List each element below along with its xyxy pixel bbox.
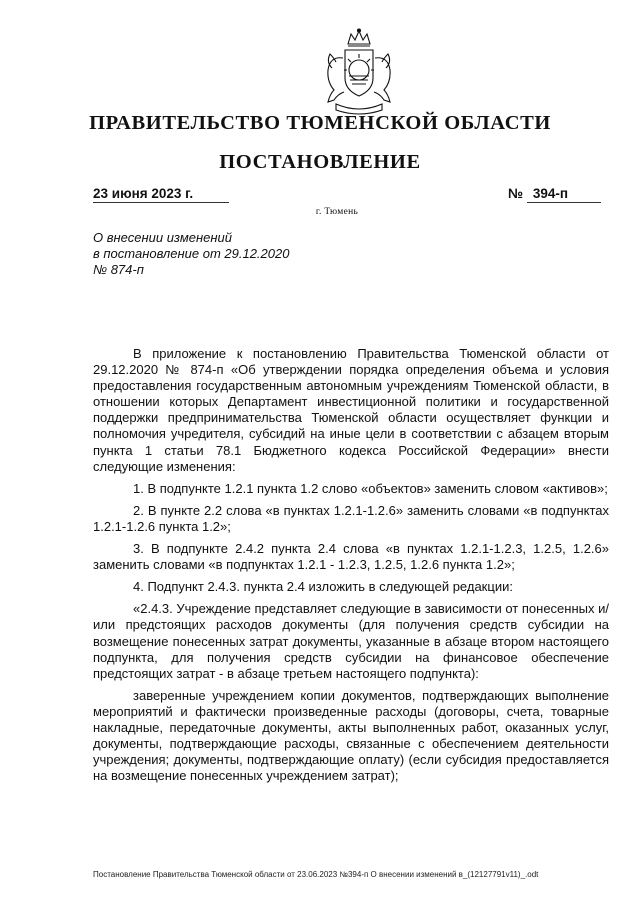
number-value: 394-п	[527, 186, 601, 203]
body-paragraph: 2. В пункте 2.2 слова «в пунктах 1.2.1-1.2.6» заменить словами «в подпунктах 1.2.1-1.2.6 пункта 1.2»;	[93, 502, 609, 534]
page-footer: Постановление Правительства Тюменской области от 23.06.2023 №394-п О внесении изменений в_(12127791v11)_.odt	[93, 870, 539, 879]
body-paragraph: В приложение к постановлению Правительства Тюменской области от 29.12.2020 № 874-п «Об утверждении порядка определения объема и условия предоставления государственным автономным учреждениям Тюменской области, в отношении которых Департамент инвестиционной политики и государственной поддержки предпринимательства Тюменской области осуществляет функции и полномочия учредителя, субсидий на иные цели в соответствии с абзацем вторым пункта 1 статьи 78.1 Бюджетного кодекса Российской Федерации» внести следующие изменения:	[93, 346, 609, 474]
number-sign: №	[508, 186, 524, 201]
document-type-title: ПОСТАНОВЛЕНИЕ	[219, 151, 421, 173]
body-paragraph: 1. В подпункте 1.2.1 пункта 1.2 слово «объектов» заменить словом «активов»;	[133, 480, 608, 496]
government-title: ПРАВИТЕЛЬСТВО ТЮМЕНСКОЙ ОБЛАСТИ	[89, 112, 551, 134]
body-paragraph: заверенные учреждением копии документов, подтверждающих выполнение мероприятий и фактически произведенные расходы (договоры, счета, товарные накладные, передаточные документы, акты выполненных работ, оказанных услуг, документы, подтверждающие расходы, связанные с обеспечением деятельности учреждения; документы, подтверждающие оплату) (если субсидия предоставляется на возмещение понесенных учреждением затрат);	[93, 687, 609, 784]
document-subject	[93, 230, 289, 279]
tyumen-region-emblem-icon	[318, 28, 400, 118]
subject-line: в постановление от 29.12.2020	[93, 246, 290, 262]
body-paragraph: 3. В подпункте 2.4.2 пункта 2.4 слова «в пунктах 1.2.1-1.2.3, 1.2.5, 1.2.6» заменить словами «в подпунктах 1.2.1 - 1.2.3, 1.2.5, 1.2.6 пункта 1.2»;	[93, 541, 609, 573]
subject-line: № 874-п	[93, 262, 144, 278]
document-body	[93, 346, 609, 790]
subject-line: О внесении изменений	[93, 230, 232, 245]
document-number	[508, 186, 601, 203]
city-label: г. Тюмень	[315, 207, 359, 217]
document-date: 23 июня 2023 г.	[93, 186, 229, 203]
body-paragraph: 4. Подпункт 2.4.3. пункта 2.4 изложить в следующей редакции:	[133, 579, 513, 595]
body-paragraph: «2.4.3. Учреждение представляет следующие в зависимости от понесенных и/или предстоящих расходов документы (для получения средств субсидии на возмещение понесенных затрат документы, указанные в абзаце втором настоящего подпункта, для получения средств субсидии на финансовое обеспечение предстоящих затрат - в абзаце третьем настоящего подпункта):	[93, 601, 609, 681]
